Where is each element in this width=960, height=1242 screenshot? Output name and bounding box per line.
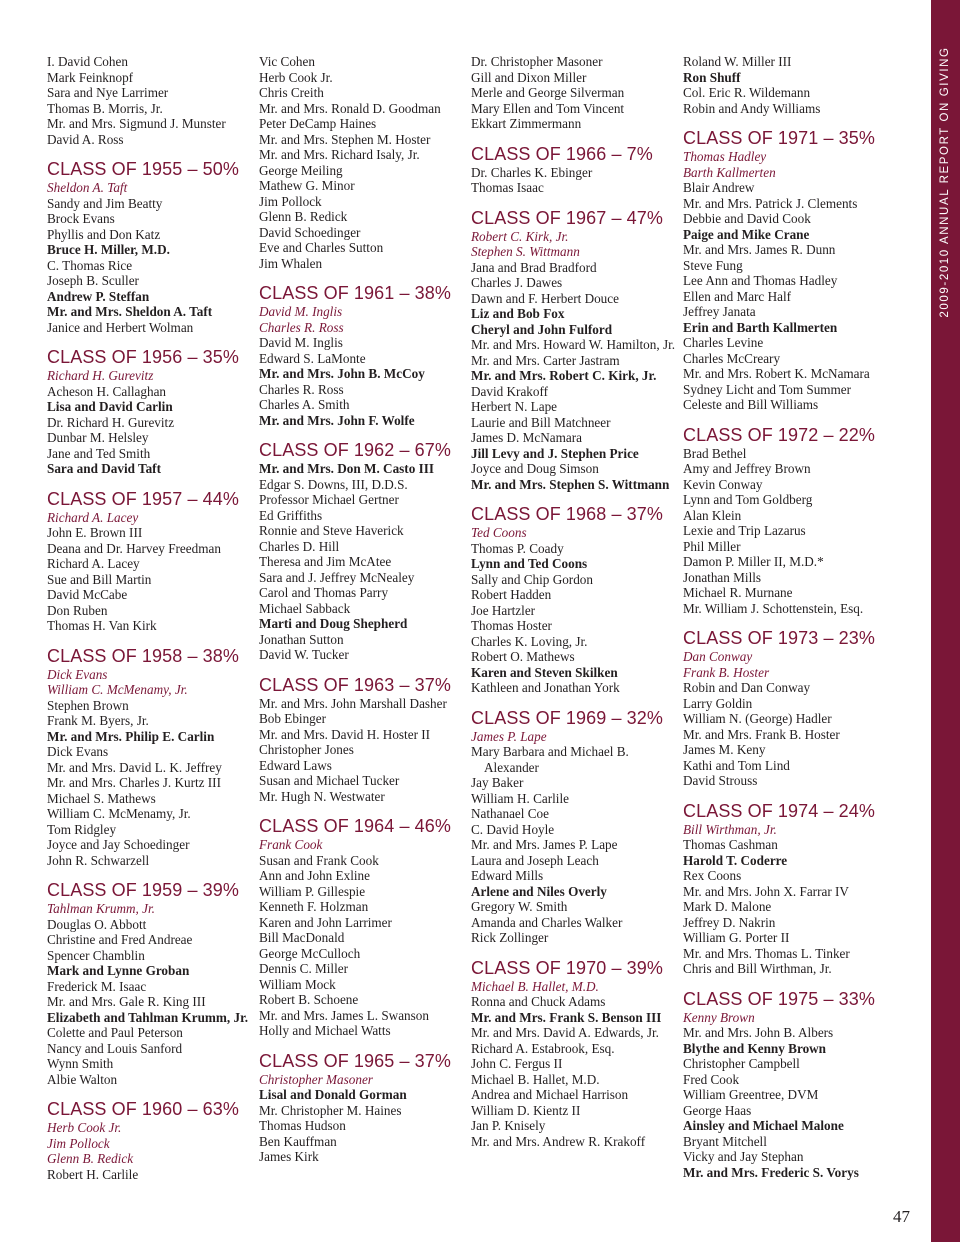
donor-name: Mark Feinknopf [47,69,134,85]
donor-name: Ainsley and Michael Malone [683,1118,844,1133]
donor-name: Elizabeth and Tahlman Krumm, Jr. [47,1009,249,1025]
donor-name: Mr. and Mrs. Robert K. McNamara [683,366,870,381]
donor-name: Carol and Thomas Parry [259,585,389,600]
class-chair-name: Dick Evans [47,666,108,682]
donor-name: Liz and Bob Fox [471,306,565,321]
class-heading: CLASS OF 1972 – 22% [683,424,876,445]
donor-name: Douglas O. Abbott [47,916,147,932]
donor-name: Sydney Licht and Tom Summer [683,381,852,397]
donor-column-3 [471,54,676,1149]
donor-name: Thomas Hudson [259,1118,346,1133]
class-heading: CLASS OF 1958 – 38% [47,645,240,666]
donor-name: Thomas B. Morris, Jr. [47,100,163,116]
donor-name: Robert Hadden [471,587,552,602]
donor-name: Chris and Bill Wirthman, Jr. [683,961,832,976]
donor-name: William P. Gillespie [259,883,366,899]
donor-name: Jeffrey Janata [683,304,756,319]
donor-name: Nathanael Coe [471,806,549,821]
donor-name: Arlene and Niles Overly [471,883,607,899]
donor-name: Mathew G. Minor [259,178,355,193]
class-chair-name: Frank B. Hoster [683,664,770,680]
donor-name: Sara and J. Jeffrey McNealey [259,569,415,585]
donor-name: Damon P. Miller II, M.D.* [683,554,824,569]
donor-name: Glenn B. Redick [259,209,348,224]
donor-name: Andrew P. Steffan [47,288,150,304]
class-chair-name: Ted Coons [471,525,527,540]
donor-name: George Meiling [259,162,343,178]
donor-name: Thomas Cashman [683,837,778,852]
donor-name: Bruce H. Miller, M.D. [47,242,170,257]
continued-name-list [683,54,888,116]
donor-name: Dr. Charles K. Ebinger [471,164,593,180]
donor-name: Albie Walton [47,1071,118,1087]
donor-name: Harold T. Coderre [683,852,788,868]
class-chair-name: Frank Cook [259,837,323,852]
donor-name: David Strouss [683,773,758,788]
donor-column-2 [259,54,464,1165]
donor-name: Edward Laws [259,757,332,773]
class-section [471,707,676,946]
donor-name: Stephen Brown [47,697,129,713]
class-section [683,988,888,1181]
donor-name: David Krakoff [471,383,549,399]
donor-name: Christopher Campbell [683,1056,800,1071]
class-chair-name: Kenny Brown [683,1009,755,1025]
donor-name: Bill MacDonald [259,930,345,945]
donor-name: Joe Hartzler [471,602,536,618]
donor-name: Col. Eric R. Wildemann [683,85,811,100]
donor-name: Rex Coons [683,868,742,883]
continued-name-list [471,54,676,132]
class-section [683,127,888,413]
donor-name: Mr. and Mrs. David H. Hoster II [259,726,431,742]
donor-name: C. David Hoyle [471,821,555,837]
donor-name: Debbie and David Cook [683,211,811,226]
donor-name: Wynn Smith [47,1056,114,1071]
donor-name: Karen and Steven Skilken [471,664,618,680]
donor-name: Thomas P. Coady [471,540,564,556]
donor-name: Tom Ridgley [47,821,117,837]
class-chair-name: Robert C. Kirk, Jr. [471,228,569,244]
class-heading: CLASS OF 1964 – 46% [259,816,452,836]
donor-column-4 [683,54,888,1180]
donor-name: Jonathan Sutton [259,631,344,647]
donor-name: Mr. and Mrs. James R. Dunn [683,242,836,257]
donor-name: David Schoedinger [259,224,361,240]
donor-name: Jonathan Mills [683,569,762,585]
donor-name: Deana and Dr. Harvey Freedman [47,540,221,556]
donor-name: C. Thomas Rice [47,257,133,273]
donor-name: Acheson H. Callaghan [47,383,167,399]
donor-name: Kathi and Tom Lind [683,757,790,773]
donor-name: Robert B. Schoene [259,992,359,1007]
donor-name: Christopher Jones [259,742,354,757]
donor-name: Charles R. Ross [259,381,344,397]
donor-name: Michael Sabback [259,600,351,616]
donor-name: Merle and George Silverman [471,85,625,100]
class-section [47,1098,252,1182]
donor-name: Andrea and Michael Harrison [471,1087,629,1102]
continued-name-list [259,54,464,271]
donor-name: Mr. and Mrs. Frank S. Benson III [471,1009,662,1025]
donor-name: Jim Whalen [259,255,323,271]
class-heading: CLASS OF 1969 – 32% [471,707,664,728]
donor-name: Jim Pollock [259,193,322,209]
donor-name: Mr. William J. Schottenstein, Esq. [683,600,864,616]
donor-name: Mr. and Mrs. Sheldon A. Taft [47,304,213,319]
donor-name: William Mock [259,976,336,992]
donor-name: Kevin Conway [683,476,763,492]
donor-name: Mr. and Mrs. Frederic S. Vorys [683,1164,859,1180]
donor-name: I. David Cohen [47,54,128,69]
class-heading: CLASS OF 1965 – 37% [259,1050,452,1071]
donor-name: Mr. and Mrs. Charles J. Kurtz III [47,775,221,790]
donor-name: Thomas H. Van Kirk [47,618,157,633]
donor-name: Alan Klein [683,507,742,523]
class-chair-name: Dan Conway [683,649,753,664]
class-heading: CLASS OF 1967 – 47% [471,207,664,228]
donor-name: Mr. and Mrs. Howard W. Hamilton, Jr. [471,337,676,352]
donor-name: Mr. and Mrs. John Marshall Dasher [259,695,447,711]
class-chair-name: Glenn B. Redick [47,1151,134,1166]
donor-name: Blair Andrew [683,180,755,195]
donor-name: Mr. and Mrs. John B. Albers [683,1025,834,1040]
class-chair-name: David M. Inglis [259,304,343,319]
donor-name: Mark and Lynne Groban [47,963,190,978]
donor-name: Mr. and Mrs. Robert C. Kirk, Jr. [471,368,657,383]
donor-name: Amy and Jeffrey Brown [683,461,811,476]
donor-name: Mr. Hugh N. Westwater [259,788,385,804]
class-heading: CLASS OF 1966 – 7% [471,143,653,164]
donor-name: Mr. and Mrs. Ronald D. Goodman [259,100,441,116]
donor-name: Mr. and Mrs. David L. K. Jeffrey [47,759,222,775]
class-chair-name: Sheldon A. Taft [47,180,128,195]
class-heading: CLASS OF 1959 – 39% [47,880,240,900]
donor-name: David McCabe [47,587,128,602]
donor-name: Karen and John Larrimer [259,914,392,930]
donor-name: Charles J. Dawes [471,275,563,290]
donor-name: Mr. and Mrs. James P. Lape [471,837,618,852]
donor-name: Dennis C. Miller [259,961,349,976]
donor-name: Jay Baker [471,775,524,790]
class-section [471,207,676,493]
class-chair-name: Thomas Hadley [683,149,767,164]
donor-name: George McCulloch [259,945,361,961]
donor-name: Charles McCreary [683,350,781,366]
donor-name: George Haas [683,1102,752,1118]
donor-name: Thomas Hoster [471,618,552,633]
class-section [683,800,888,977]
donor-name: Phil Miller [683,538,741,554]
donor-name: Mr. and Mrs. John X. Farrar IV [683,883,849,899]
donor-name: Robin and Dan Conway [683,680,811,695]
donor-name: Christine and Fred Andreae [47,932,193,947]
donor-name: Dr. Christopher Masoner [471,54,603,69]
class-section [47,645,252,869]
donor-name: Gregory W. Smith [471,899,568,914]
donor-name: Susan and Michael Tucker [259,773,400,788]
donor-name: William D. Kientz II [471,1102,581,1118]
continued-name-list [47,54,252,147]
donor-name: Robin and Andy Williams [683,100,821,116]
sidebar-title: 2009-2010 ANNUAL REPORT ON GIVING [939,46,951,318]
donor-name: Mark D. Malone [683,899,772,914]
donor-name: Thomas Isaac [471,180,544,195]
donor-name: Vicky and Jay Stephan [683,1149,804,1164]
donor-name: Ron Shuff [683,69,741,85]
class-section [683,424,888,617]
donor-name: Lynn and Ted Coons [471,556,588,571]
donor-name: Mr. and Mrs. Gale R. King III [47,994,206,1009]
donor-name: Ellen and Marc Half [683,288,792,304]
class-heading: CLASS OF 1968 – 37% [471,504,664,524]
donor-name: Roland W. Miller III [683,54,792,69]
donor-name: Ed Griffiths [259,507,323,523]
donor-name: Bryant Mitchell [683,1133,767,1149]
donor-name: Ronna and Chuck Adams [471,994,606,1009]
donor-name: Charles K. Loving, Jr. [471,633,588,649]
donor-name: Brad Bethel [683,445,747,461]
donor-name: Mr. and Mrs. Philip E. Carlin [47,728,215,744]
donor-name: Sally and Chip Gordon [471,571,593,587]
class-chair-name: Barth Kallmerten [683,164,776,180]
class-chair-name: Richard H. Gurevitz [47,368,154,383]
donor-name: Edgar S. Downs, III, D.D.S. [259,476,408,492]
donor-name: John C. Fergus II [471,1056,563,1071]
donor-name: Mr. and Mrs. John F. Wolfe [259,412,415,428]
class-chair-name: Charles R. Ross [259,319,344,335]
donor-name: Michael R. Murnane [683,585,793,600]
donor-name: Dr. Richard H. Gurevitz [47,414,175,430]
class-section [47,158,252,335]
donor-name: Chris Creith [259,85,324,100]
donor-name: Herb Cook Jr. [259,69,333,85]
class-section [47,346,252,477]
donor-name: Edward Mills [471,868,544,883]
class-section [471,957,676,1150]
donor-name: Erin and Barth Kallmerten [683,319,838,335]
donor-name: Robert H. Carlile [47,1166,139,1182]
donor-name: Spencer Chamblin [47,947,145,963]
class-heading: CLASS OF 1970 – 39% [471,957,664,978]
donor-name: Ekkart Zimmermann [471,116,582,131]
donor-name: William Greentree, DVM [683,1087,819,1102]
donor-name: Susan and Frank Cook [259,852,379,868]
donor-name: David M. Inglis [259,335,343,350]
class-section [47,488,252,634]
donor-name: Jana and Brad Bradford [471,259,597,275]
donor-name: Mr. and Mrs. Frank B. Hoster [683,726,840,742]
donor-name: Sandy and Jim Beatty [47,195,163,211]
donor-name: Brock Evans [47,211,115,226]
class-chair-name: Christopher Masoner [259,1071,373,1087]
class-chair-name: William C. McMenamy, Jr. [47,682,188,697]
donor-name: Ronnie and Steve Haverick [259,523,404,538]
donor-name: Lisal and Donald Gorman [259,1087,407,1102]
donor-name: Laurie and Bill Matchneer [471,414,611,430]
donor-name: Colette and Paul Peterson [47,1025,183,1040]
donor-name: Steve Fung [683,257,743,273]
donor-name: Mr. and Mrs. Stephen M. Hoster [259,131,431,147]
donor-name: Gill and Dixon Miller [471,69,587,85]
class-heading: CLASS OF 1961 – 38% [259,283,452,303]
donor-name: Sara and Nye Larrimer [47,85,169,100]
donor-name: Charles Levine [683,335,764,350]
donor-name: Mr. and Mrs. Carter Jastram [471,352,620,368]
donor-name: Mr. and Mrs. David A. Edwards, Jr. [471,1025,659,1040]
donor-name: Joyce and Jay Schoedinger [47,837,190,852]
donor-name: John E. Brown III [47,525,143,540]
donor-name: William G. Porter II [683,930,790,945]
donor-name: Joseph B. Sculler [47,273,139,288]
donor-name: Mr. and Mrs. Thomas L. Tinker [683,945,850,961]
donor-name: Sue and Bill Martin [47,571,152,587]
donor-name: Bob Ebinger [259,711,327,726]
donor-name: Blythe and Kenny Brown [683,1040,827,1056]
donor-name: William C. McMenamy, Jr. [47,806,191,821]
donor-name: Ben Kauffman [259,1133,337,1149]
class-heading: CLASS OF 1971 – 35% [683,128,876,148]
class-section [259,815,464,1039]
class-heading: CLASS OF 1973 – 23% [683,628,876,648]
class-section [683,627,888,789]
donor-name: Mr. and Mrs. Richard Isaly, Jr. [259,147,420,162]
donor-name: Vic Cohen [259,54,315,69]
class-chair-name: Bill Wirthman, Jr. [683,821,777,837]
donor-name: James D. McNamara [471,430,582,445]
class-chair-name: Stephen S. Wittmann [471,244,580,259]
class-chair-name: James P. Lape [471,728,547,744]
donor-name: Laura and Joseph Leach [471,852,599,868]
donor-name: Mr. and Mrs. James L. Swanson [259,1007,429,1023]
donor-name: Dunbar M. Helsley [47,430,149,445]
donor-name: Jane and Ted Smith [47,445,151,461]
donor-name: Herbert N. Lape [471,399,558,414]
donor-name: William H. Carlile [471,790,569,806]
class-chair-name: Richard A. Lacey [47,509,139,525]
donor-name: William N. (George) Hadler [683,711,832,726]
donor-name: Frederick M. Isaac [47,978,147,994]
donor-name: Fred Cook [683,1071,740,1087]
donor-name: James Kirk [259,1149,319,1164]
class-heading: CLASS OF 1963 – 37% [259,674,452,695]
donor-name: Michael B. Hallet, M.D. [471,1071,600,1087]
page-number: 47 [893,1207,910,1226]
donor-name: Robert O. Mathews [471,649,575,664]
class-chair-name: Michael B. Hallet, M.D. [471,978,599,994]
donor-name: Dawn and F. Herbert Douce [471,290,619,306]
class-section [259,674,464,805]
donor-name: James M. Keny [683,742,766,757]
class-heading: CLASS OF 1956 – 35% [47,347,240,367]
class-heading: CLASS OF 1955 – 50% [47,159,240,179]
class-chair-name: Jim Pollock [47,1135,110,1151]
donor-name: Eve and Charles Sutton [259,240,384,255]
donor-name: Mary Ellen and Tom Vincent [471,100,625,116]
donor-name: Holly and Michael Watts [259,1023,391,1038]
donor-name: Kathleen and Jonathan York [471,680,620,695]
donor-name: John R. Schwarzell [47,852,150,868]
donor-name: Charles A. Smith [259,397,350,412]
class-section [259,439,464,663]
class-section [259,282,464,428]
donor-name: Sara and David Taft [47,461,161,476]
donor-name: David A. Ross [47,131,124,147]
class-section [47,879,252,1087]
donor-name: Paige and Mike Crane [683,226,810,242]
class-section [471,143,676,196]
donor-name: Richard A. Lacey [47,556,140,571]
donor-name: Rick Zollinger [471,930,549,945]
donor-name: Marti and Doug Shepherd [259,616,408,631]
donor-name: Cheryl and John Fulford [471,321,613,337]
donor-column-1 [47,54,252,1182]
donor-name: Peter DeCamp Haines [259,116,377,131]
donor-name: Amanda and Charles Walker [471,914,623,930]
donor-name: Joyce and Doug Simson [471,461,599,476]
donor-name: Dick Evans [47,744,109,759]
donor-name: Frank M. Byers, Jr. [47,713,149,728]
donor-name: Ann and John Exline [259,868,370,883]
class-heading: CLASS OF 1974 – 24% [683,800,876,821]
donor-name: Celeste and Bill Williams [683,397,819,412]
donor-name: Mr. Christopher M. Haines [259,1102,402,1118]
donor-name: Jill Levy and J. Stephen Price [471,445,639,461]
donor-name: David W. Tucker [259,647,349,662]
donor-name: Janice and Herbert Wolman [47,319,194,335]
class-section [259,1050,464,1165]
donor-name: Mr. and Mrs. Sigmund J. Munster [47,116,226,131]
class-heading: CLASS OF 1975 – 33% [683,988,876,1009]
class-chair-name: Herb Cook Jr. [47,1120,122,1135]
donor-name: Don Ruben [47,602,108,618]
class-heading: CLASS OF 1957 – 44% [47,488,240,509]
donor-name: Mary Barbara and Michael B. Alexander [471,744,629,775]
donor-name: Phyllis and Don Katz [47,226,161,242]
donor-name: Michael S. Mathews [47,790,156,806]
donor-name: Jan P. Knisely [471,1118,546,1133]
class-heading: CLASS OF 1962 – 67% [259,440,452,460]
donor-name: Lexie and Trip Lazarus [683,523,806,538]
donor-name: Mr. and Mrs. Stephen S. Wittmann [471,476,670,492]
donor-name: Lee Ann and Thomas Hadley [683,273,838,288]
donor-name: Larry Goldin [683,695,753,711]
donor-name: Kenneth F. Holzman [259,899,369,914]
donor-name: Theresa and Jim McAtee [259,554,392,569]
donor-name: Jeffrey D. Nakrin [683,914,776,930]
donor-name: Richard A. Estabrook, Esq. [471,1040,615,1056]
report-sidebar [931,0,960,1242]
donor-name: Mr. and Mrs. Patrick J. Clements [683,195,858,211]
donor-name: Lisa and David Carlin [47,399,173,414]
donor-name: Mr. and Mrs. John B. McCoy [259,366,425,381]
donor-name: Charles D. Hill [259,538,340,554]
donor-name: Mr. and Mrs. Andrew R. Krakoff [471,1133,646,1149]
donor-name: Lynn and Tom Goldberg [683,492,813,507]
class-section [471,503,676,696]
class-heading: CLASS OF 1960 – 63% [47,1099,240,1119]
donor-name: Edward S. LaMonte [259,350,366,366]
donor-name: Professor Michael Gertner [259,492,399,507]
donor-name: Mr. and Mrs. Don M. Casto III [259,461,434,476]
donor-name: Nancy and Louis Sanford [47,1040,183,1056]
class-chair-name: Tahlman Krumm, Jr. [47,901,155,916]
